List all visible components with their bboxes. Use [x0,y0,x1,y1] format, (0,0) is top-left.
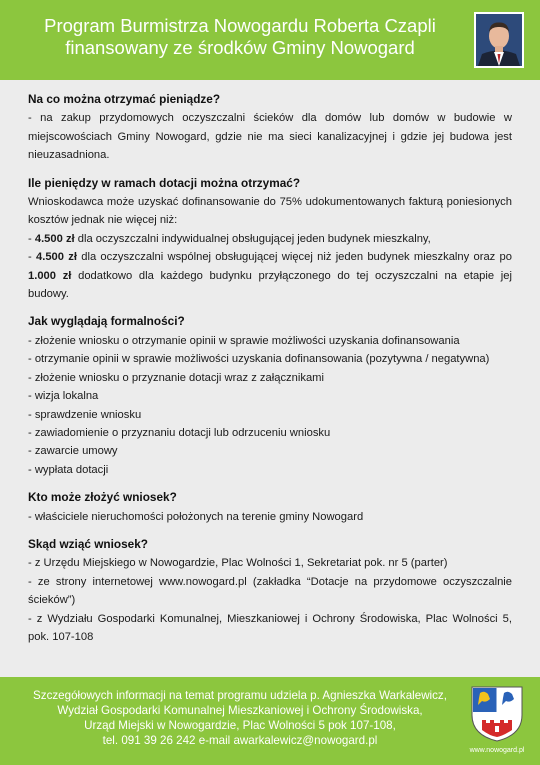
section-text: - właściciele nieruchomości położonych na terenie gminy Nowogard [28,510,364,523]
section-how-much [28,174,512,304]
item-prefix: - [28,251,36,264]
section-intro: Wnioskodawca może uzyskać dofinansowanie do 75% udokumentowanych fakturą poniesionych kosztów jednak nie więcej niż: [28,196,512,227]
list-item: - z Wydziału Gospodarki Komunalnej, Mieszkaniowej i Ochrony Środowiska, Plac Wolności 5, pok. 107-108 [28,612,512,643]
amount-value: 4.500 zł [34,232,75,245]
amount-item-shared [28,248,512,303]
contact-info [16,688,464,748]
section-heading: Skąd wziąć wniosek? [28,536,148,551]
item-prefix: - [28,232,35,245]
title-line-1: Program Burmistrza Nowogardu Roberta Czapli [44,15,436,36]
contact-line-3: Urząd Miejski w Nowogardzie, Plac Wolności 5 pok 107-108, [84,719,396,732]
section-heading: Na co można otrzymać pieniądze? [28,92,221,106]
contact-line-4: tel. 091 39 26 242 e-mail awarkalewicz@nowogard.pl [102,734,378,747]
page-title [20,15,460,59]
list-item: - ze strony internetowej www.nowogard.pl (zakładka “Dotacje na przydomowe oczyszczalnie ścieków”) [28,575,512,607]
list-item: - zawiadomienie o przyznaniu dotacji lub odrzuceniu wniosku [28,426,331,439]
section-heading: Kto może złożyć wniosek? [28,490,177,505]
portrait-image [476,14,522,66]
section-where-to-get [28,535,512,646]
mayor-photo [474,12,524,68]
list-item: - wypłata dotacji [28,463,109,476]
footer-banner [0,677,540,765]
list-item: - z Urzędu Miejskiego w Nowogardzie, Plac Wolności 1, Sekretariat pok. nr 5 (parter) [28,557,448,570]
contact-line-2: Wydział Gospodarki Komunalnej Mieszkaniowej i Ochrony Środowiska, [57,704,423,717]
list-item: - złożenie wniosku o przyznanie dotacji wraz z załącznikami [28,371,324,384]
list-item: - otrzymanie opinii w sprawie możliwości uzyskania dofinansowania (pozytywna / negatywna) [28,353,490,366]
list-item: - wizja lokalna [28,390,99,403]
item-text: dla oczyszczalni indywidualnej obsługującej jeden budynek mieszkalny, [74,232,431,245]
content-panel [0,80,540,677]
title-line-2: finansowany ze środków Gminy Nowogard [65,37,415,58]
section-formalities [28,312,512,479]
amount-value-extra: 1.000 zł [28,269,72,282]
section-heading: Jak wyglądają formalności? [28,314,185,329]
list-item: - zawarcie umowy [28,445,118,458]
amount-value: 4.500 zł [36,251,77,264]
section-who-can-apply [28,488,512,526]
website-url: www.nowogard.pl [469,747,525,754]
section-text: - na zakup przydomowych oczyszczalni ścieków dla domów lub domów w budowie w miejscowościach Gminy Nowogard, gdzie nie ma sieci kanalizacyjnej i gdzie jej budowa jest nieuzasadniona. [28,112,512,162]
contact-line-1: Szczegółowych informacji na temat programu udziela p. Agnieszka Warkalewicz, [33,689,447,702]
section-what-for [28,90,512,165]
amount-item-individual [28,230,512,248]
header-banner [0,0,540,80]
nowogard-coat-of-arms-icon [470,685,524,743]
section-heading: Ile pieniędzy w ramach dotacji można otrzymać? [28,175,301,190]
item-text: dla oczyszczalni wspólnej obsługującej więcej niż jeden budynek mieszkalny oraz po [76,251,512,264]
list-item: - sprawdzenie wniosku [28,408,142,421]
list-item: - złożenie wniosku o otrzymanie opinii w sprawie możliwości uzyskania dofinansowania [28,334,460,347]
item-text: dodatkowo dla każdego budynku przyłączonego do tej oczyszczalni na etapie jej budowy. [28,269,513,301]
